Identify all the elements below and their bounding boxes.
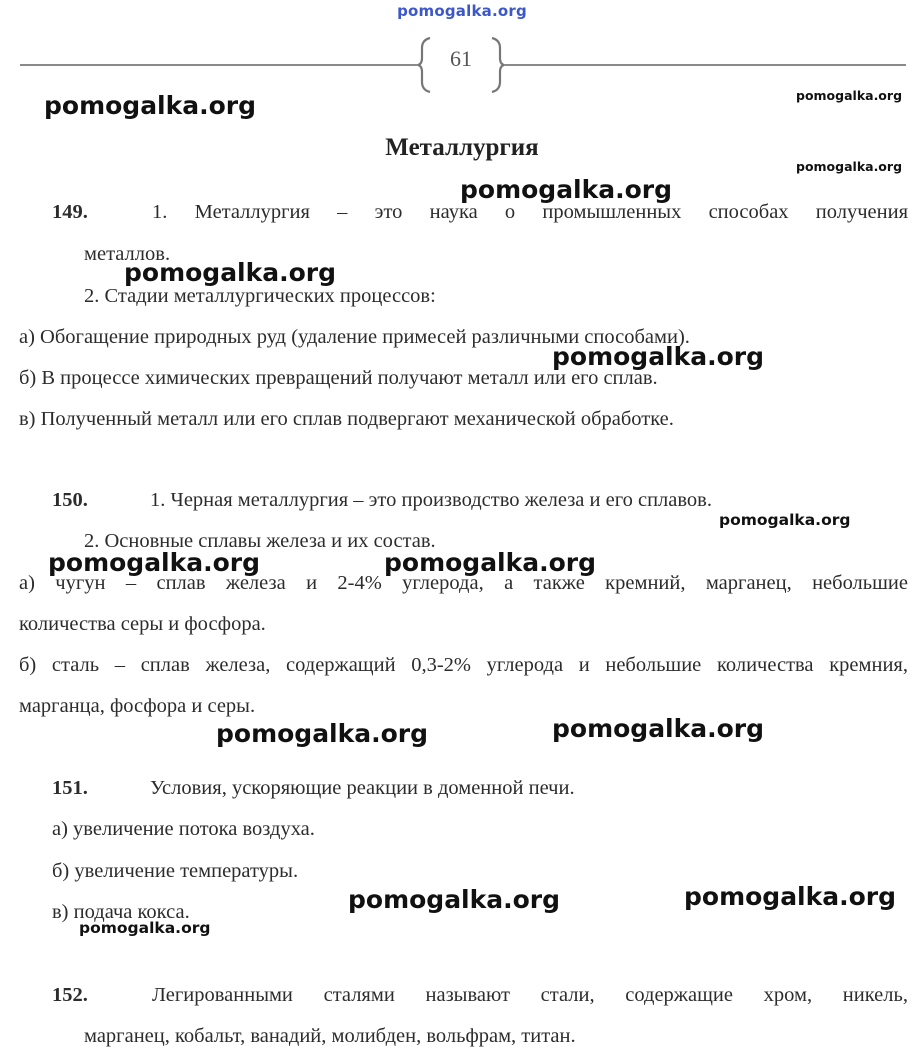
text-151-a: а) увеличение потока воздуха. [52,818,315,840]
task-number-151: 151. [52,777,88,799]
watermark: pomogalka.org [124,258,337,287]
site-link[interactable]: pomogalka.org [397,2,527,20]
text-152-cont: марганец, кобальт, ванадий, молибден, вольфрам, титан. [84,1025,576,1047]
watermark: pomogalka.org [796,88,903,103]
text-150-b: б) сталь – сплав железа, содержащий 0,3-2% углерода и небольшие количества кремния, [19,654,908,676]
task-number-152: 152. [52,984,88,1006]
watermark: pomogalka.org [44,91,257,120]
text-149-item2: 2. Стадии металлургических процессов: [84,285,436,307]
text-150-item1: 1. Черная металлургия – это производство железа и его сплавов. [150,489,712,511]
text-150-item2: 2. Основные сплавы железа и их состав. [84,530,436,552]
task-number-149: 149. [52,201,88,223]
watermark: pomogalka.org [216,719,429,748]
text-151-b: б) увеличение температуры. [52,860,299,882]
watermark: pomogalka.org [552,342,765,371]
text-149-b: б) В процессе химических превращений получают металл или его сплав. [19,367,658,389]
watermark: pomogalka.org [348,885,561,914]
watermark: pomogalka.org [384,548,597,577]
text-152: Легированными сталями называют стали, содержащие хром, никель, [152,984,908,1006]
text-150-a: а) чугун – сплав железа и 2-4% углерода, а также кремний, марганец, небольшие [19,572,908,594]
watermark: pomogalka.org [796,159,903,174]
text-149-item1: 1. Металлургия – это наука о промышленных способах получения [152,201,908,223]
watermark: pomogalka.org [552,714,765,743]
header-rule-right [502,64,906,66]
header-rule-left [20,64,420,66]
section-title: Металлургия [385,134,539,161]
text-150-a-cont: количества серы и фосфора. [19,613,266,635]
text-151: Условия, ускоряющие реакции в доменной печи. [150,777,575,799]
text-149-c: в) Полученный металл или его сплав подвергают механической обработке. [19,408,674,430]
watermark: pomogalka.org [719,511,851,529]
task-number-150: 150. [52,489,88,511]
page-number: 61 [450,46,472,71]
watermark: pomogalka.org [48,548,261,577]
paragraph-152-line1 [52,983,908,1007]
text-149-a: а) Обогащение природных руд (удаление примесей различными способами). [19,326,690,348]
text-150-b-cont: марганца, фосфора и серы. [19,695,256,717]
text-149-item1-cont: металлов. [84,243,171,265]
watermark: pomogalka.org [79,919,211,937]
text-151-c: в) подача кокса. [52,901,190,923]
watermark: pomogalka.org [460,175,673,204]
watermark: pomogalka.org [684,882,897,911]
